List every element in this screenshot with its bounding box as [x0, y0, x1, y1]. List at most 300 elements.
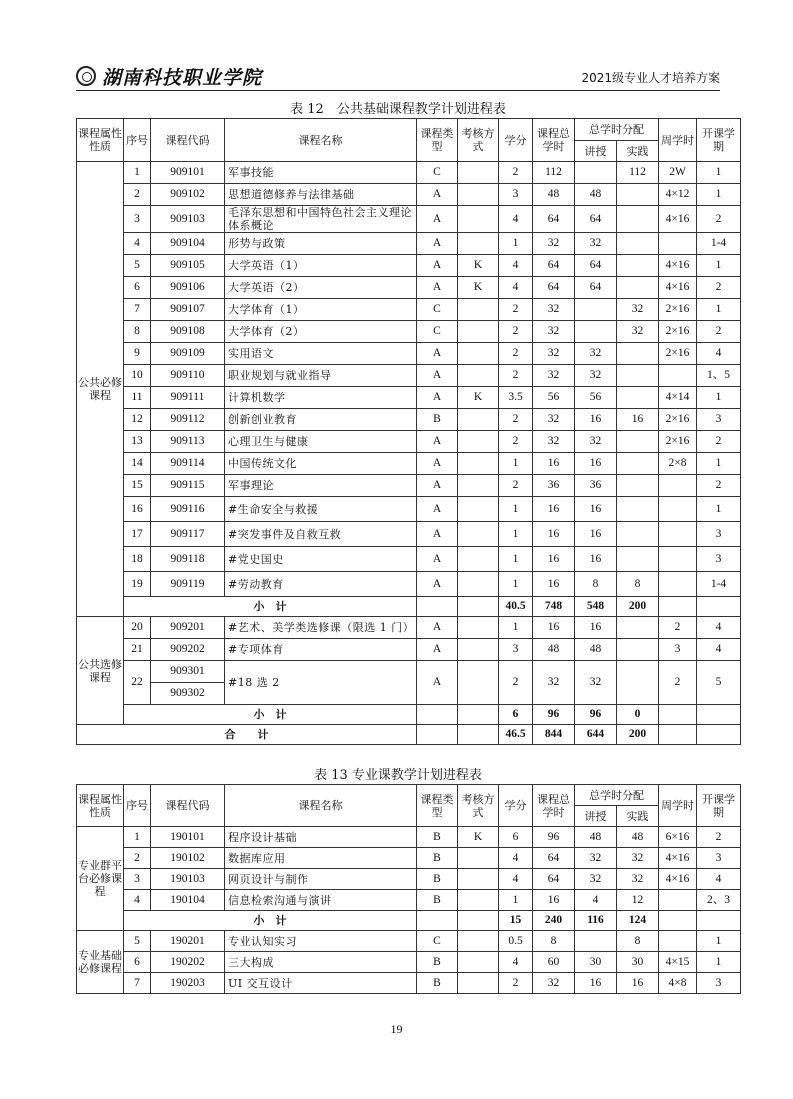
- cell-empty: [697, 911, 741, 931]
- cell-credit: 3: [499, 639, 533, 661]
- cell-type: C: [417, 931, 458, 952]
- cell-empty: [458, 725, 499, 745]
- cell-code: 909102: [151, 184, 225, 206]
- cell-code: 909103: [151, 206, 225, 233]
- cell-empty: [659, 725, 697, 745]
- cell-exam: [458, 343, 499, 365]
- cell-credit: 1: [499, 890, 533, 911]
- sum-total-hours: 844: [533, 725, 575, 745]
- cell-term: 1、5: [697, 365, 741, 387]
- cell-total-hours: 8: [533, 931, 575, 952]
- cell-code: 909116: [151, 497, 225, 522]
- cell-term: 1-4: [697, 233, 741, 255]
- sum-practice: 0: [617, 705, 659, 725]
- cell-term: 1: [697, 453, 741, 475]
- cell-practice: [617, 661, 659, 705]
- sum-practice: 200: [617, 725, 659, 745]
- table12: [76, 118, 741, 745]
- cell-exam: [458, 848, 499, 869]
- cell-practice: 32: [617, 299, 659, 321]
- table-row: [77, 572, 741, 597]
- cell-code: 909117: [151, 522, 225, 547]
- subtotal-label: 小 计: [124, 911, 417, 931]
- table-row: [77, 453, 741, 475]
- cell-empty: [659, 705, 697, 725]
- table-row: [77, 475, 741, 497]
- cell-lecture: 64: [575, 255, 617, 277]
- cell-name: 信息检索沟通与演讲: [225, 890, 417, 911]
- cell-empty: [417, 597, 458, 617]
- cell-credit: 1: [499, 522, 533, 547]
- cell-code: 909111: [151, 387, 225, 409]
- table12-caption: 表 12 公共基础课程教学计划进程表: [290, 102, 506, 117]
- cell-type: C: [417, 299, 458, 321]
- cell-code: 909115: [151, 475, 225, 497]
- cell-weekly: 2×16: [659, 343, 697, 365]
- cell-lecture: 32: [575, 869, 617, 890]
- cell-lecture: 32: [575, 431, 617, 453]
- table-row: [77, 409, 741, 431]
- cell-lecture: 16: [575, 617, 617, 639]
- header-type: 课程类型: [417, 119, 458, 162]
- sum-lecture: 548: [575, 597, 617, 617]
- cell-practice: 32: [617, 869, 659, 890]
- cell-exam: [458, 365, 499, 387]
- cell-exam: K: [458, 255, 499, 277]
- cell-exam: [458, 661, 499, 705]
- cell-seq: 13: [124, 431, 151, 453]
- page-number: 19: [390, 1022, 403, 1036]
- table-row: [77, 277, 741, 299]
- cell-total-hours: 32: [533, 299, 575, 321]
- table-row: [77, 890, 741, 911]
- cell-practice: [617, 497, 659, 522]
- header-code: 课程代码: [151, 119, 225, 162]
- cell-weekly: [659, 890, 697, 911]
- cell-term: 5: [697, 661, 741, 705]
- cell-practice: [617, 617, 659, 639]
- cell-seq: 12: [124, 409, 151, 431]
- table-row: [77, 299, 741, 321]
- table-row: [77, 639, 741, 661]
- cell-total-hours: 36: [533, 475, 575, 497]
- table-row: [77, 431, 741, 453]
- table-row: [77, 931, 741, 952]
- cell-term: 1: [697, 162, 741, 184]
- cell-name: #艺术、美学类选修课（限选 1 门）: [225, 617, 417, 639]
- cell-seq: 1: [124, 162, 151, 184]
- header-name: 课程名称: [225, 119, 417, 162]
- cell-exam: K: [458, 387, 499, 409]
- header-credit: 学分: [499, 785, 533, 827]
- cell-lecture: 32: [575, 233, 617, 255]
- summary-row: [77, 725, 741, 745]
- cell-credit: 0.5: [499, 931, 533, 952]
- cell-practice: 32: [617, 848, 659, 869]
- table-row: [77, 162, 741, 184]
- cell-total-hours: 16: [533, 890, 575, 911]
- cell-type: A: [417, 431, 458, 453]
- cell-term: 4: [697, 617, 741, 639]
- cell-practice: 8: [617, 931, 659, 952]
- cell-practice: [617, 255, 659, 277]
- cell-seq: 10: [124, 365, 151, 387]
- cell-code: 909107: [151, 299, 225, 321]
- table13-caption: 表 13 专业课教学计划进程表: [314, 768, 482, 783]
- cell-type: B: [417, 409, 458, 431]
- cell-term: 3: [697, 547, 741, 572]
- cell-name: 毛泽东思想和中国特色社会主义理论体系概论: [225, 206, 417, 233]
- cell-empty: [458, 705, 499, 725]
- sum-lecture: 96: [575, 705, 617, 725]
- cell-name: 程序设计基础: [225, 827, 417, 848]
- cell-seq: 18: [124, 547, 151, 572]
- cell-exam: [458, 321, 499, 343]
- cell-seq: 5: [124, 931, 151, 952]
- cell-exam: [458, 931, 499, 952]
- cell-name: #党史国史: [225, 547, 417, 572]
- cell-term: 1: [697, 387, 741, 409]
- cell-seq: 14: [124, 453, 151, 475]
- cell-name: 思想道德修养与法律基础: [225, 184, 417, 206]
- cell-code: 909114: [151, 453, 225, 475]
- cell-term: 2: [697, 277, 741, 299]
- table-row: [77, 255, 741, 277]
- table-row: [77, 206, 741, 233]
- cell-seq: 4: [124, 890, 151, 911]
- cell-credit: 1: [499, 453, 533, 475]
- cell-type: A: [417, 639, 458, 661]
- table-row: [77, 869, 741, 890]
- cell-credit: 2: [499, 365, 533, 387]
- cell-code: 909109: [151, 343, 225, 365]
- cell-credit: 2: [499, 661, 533, 705]
- cell-credit: 1: [499, 547, 533, 572]
- header-weekly: 周学时: [659, 785, 697, 827]
- cell-empty: [697, 705, 741, 725]
- cell-code: 909113: [151, 431, 225, 453]
- cell-exam: [458, 497, 499, 522]
- cell-empty: [659, 911, 697, 931]
- cell-credit: 1: [499, 572, 533, 597]
- cell-name: 大学体育（1）: [225, 299, 417, 321]
- cell-type: A: [417, 617, 458, 639]
- table-row: [77, 827, 741, 848]
- cell-name: 实用语文: [225, 343, 417, 365]
- cell-term: 1: [697, 255, 741, 277]
- college-seal-icon: [76, 66, 96, 86]
- table-row: [77, 522, 741, 547]
- cell-total-hours: 32: [533, 365, 575, 387]
- cell-practice: 32: [617, 321, 659, 343]
- cell-seq: 1: [124, 827, 151, 848]
- cell-credit: 4: [499, 277, 533, 299]
- cell-term: 2: [697, 431, 741, 453]
- cell-term: 2: [697, 475, 741, 497]
- cell-type: A: [417, 255, 458, 277]
- cell-empty: [458, 597, 499, 617]
- cell-lecture: [575, 299, 617, 321]
- cell-practice: 30: [617, 952, 659, 973]
- cell-weekly: 3: [659, 639, 697, 661]
- cell-lecture: 48: [575, 184, 617, 206]
- cell-lecture: 16: [575, 547, 617, 572]
- cell-weekly: [659, 522, 697, 547]
- cell-weekly: [659, 475, 697, 497]
- cell-seq: 4: [124, 233, 151, 255]
- cell-lecture: 32: [575, 365, 617, 387]
- cell-total-hours: 16: [533, 617, 575, 639]
- cell-seq: 11: [124, 387, 151, 409]
- cell-code: 190203: [151, 973, 225, 994]
- table-row: [77, 233, 741, 255]
- cell-credit: 1: [499, 497, 533, 522]
- cell-practice: 16: [617, 409, 659, 431]
- cell-term: 1: [697, 299, 741, 321]
- header-total-hours: 课程总学时: [533, 119, 575, 162]
- cell-code: 909118: [151, 547, 225, 572]
- cell-lecture: 30: [575, 952, 617, 973]
- group-public-required: 公共必修课程: [77, 162, 124, 617]
- cell-weekly: 2: [659, 617, 697, 639]
- cell-exam: [458, 890, 499, 911]
- cell-exam: [458, 572, 499, 597]
- cell-practice: [617, 453, 659, 475]
- cell-type: A: [417, 547, 458, 572]
- cell-weekly: 4×8: [659, 973, 697, 994]
- cell-code: 190201: [151, 931, 225, 952]
- cell-lecture: 32: [575, 343, 617, 365]
- header-lecture: 讲授: [575, 806, 617, 827]
- cell-term: 4: [697, 639, 741, 661]
- cell-lecture: 48: [575, 639, 617, 661]
- cell-practice: 48: [617, 827, 659, 848]
- total-label: 合 计: [77, 725, 417, 745]
- sum-total-hours: 96: [533, 705, 575, 725]
- cell-credit: 2: [499, 299, 533, 321]
- cell-exam: K: [458, 277, 499, 299]
- header-term: 开课学期: [697, 785, 741, 827]
- cell-credit: 2: [499, 431, 533, 453]
- cell-exam: [458, 547, 499, 572]
- cell-name: 大学体育（2）: [225, 321, 417, 343]
- cell-name: #突发事件及自救互救: [225, 522, 417, 547]
- cell-practice: [617, 547, 659, 572]
- cell-total-hours: 64: [533, 277, 575, 299]
- subtotal-label: 小 计: [124, 705, 417, 725]
- table-row: [77, 661, 741, 683]
- cell-name: 数据库应用: [225, 848, 417, 869]
- cell-exam: [458, 617, 499, 639]
- cell-type: B: [417, 890, 458, 911]
- cell-seq: 5: [124, 255, 151, 277]
- cell-type: B: [417, 973, 458, 994]
- cell-code: 190202: [151, 952, 225, 973]
- cell-lecture: 56: [575, 387, 617, 409]
- college-logo: [76, 64, 262, 88]
- cell-type: A: [417, 365, 458, 387]
- cell-type: B: [417, 952, 458, 973]
- cell-lecture: 32: [575, 661, 617, 705]
- cell-weekly: 4×16: [659, 848, 697, 869]
- table-row: [77, 973, 741, 994]
- summary-row: [77, 705, 741, 725]
- cell-total-hours: 32: [533, 343, 575, 365]
- cell-practice: [617, 233, 659, 255]
- cell-total-hours: 32: [533, 409, 575, 431]
- cell-weekly: 2W: [659, 162, 697, 184]
- table-row: [77, 365, 741, 387]
- cell-total-hours: 16: [533, 572, 575, 597]
- cell-code: 909119: [151, 572, 225, 597]
- cell-term: 3: [697, 848, 741, 869]
- header-code: 课程代码: [151, 785, 225, 827]
- cell-lecture: [575, 162, 617, 184]
- cell-exam: [458, 299, 499, 321]
- cell-name: 大学英语（1）: [225, 255, 417, 277]
- sum-practice: 200: [617, 597, 659, 617]
- cell-empty: [659, 597, 697, 617]
- cell-lecture: [575, 931, 617, 952]
- sum-total-hours: 748: [533, 597, 575, 617]
- cell-name: #专项体育: [225, 639, 417, 661]
- cell-type: A: [417, 184, 458, 206]
- cell-total-hours: 112: [533, 162, 575, 184]
- subtotal-label: 小 计: [124, 597, 417, 617]
- cell-credit: 4: [499, 848, 533, 869]
- cell-exam: [458, 869, 499, 890]
- cell-empty: [417, 705, 458, 725]
- cell-lecture: 32: [575, 848, 617, 869]
- cell-code: 909110: [151, 365, 225, 387]
- cell-lecture: 16: [575, 409, 617, 431]
- cell-total-hours: 16: [533, 522, 575, 547]
- cell-practice: [617, 343, 659, 365]
- cell-practice: [617, 387, 659, 409]
- cell-credit: 6: [499, 827, 533, 848]
- cell-code: 909101: [151, 162, 225, 184]
- cell-name: 大学英语（2）: [225, 277, 417, 299]
- cell-seq: 7: [124, 299, 151, 321]
- group-platform-required: 专业群平台必修课程: [77, 827, 124, 931]
- cell-total-hours: 16: [533, 497, 575, 522]
- cell-term: 2、3: [697, 890, 741, 911]
- cell-empty: [697, 597, 741, 617]
- cell-code: 909104: [151, 233, 225, 255]
- table13: [76, 784, 741, 994]
- table-row: [77, 497, 741, 522]
- cell-total-hours: 32: [533, 321, 575, 343]
- cell-practice: [617, 522, 659, 547]
- cell-weekly: [659, 365, 697, 387]
- cell-lecture: 36: [575, 475, 617, 497]
- cell-practice: [617, 475, 659, 497]
- cell-lecture: 48: [575, 827, 617, 848]
- cell-empty: [697, 725, 741, 745]
- table-row: [77, 952, 741, 973]
- cell-code: 909301: [151, 661, 225, 683]
- cell-term: 1-4: [697, 572, 741, 597]
- cell-type: A: [417, 277, 458, 299]
- cell-name: 三大构成: [225, 952, 417, 973]
- cell-credit: 3: [499, 184, 533, 206]
- cell-credit: 2: [499, 162, 533, 184]
- cell-lecture: 64: [575, 206, 617, 233]
- cell-credit: 4: [499, 869, 533, 890]
- cell-practice: [617, 277, 659, 299]
- cell-name: #劳动教育: [225, 572, 417, 597]
- cell-weekly: 4×16: [659, 277, 697, 299]
- table-row: [77, 184, 741, 206]
- cell-type: A: [417, 387, 458, 409]
- cell-seq: 7: [124, 973, 151, 994]
- cell-seq: 19: [124, 572, 151, 597]
- cell-seq: 22: [124, 661, 151, 705]
- cell-credit: 2: [499, 475, 533, 497]
- header-exam: 考核方式: [458, 785, 499, 827]
- cell-seq: 9: [124, 343, 151, 365]
- cell-code: 190104: [151, 890, 225, 911]
- cell-weekly: 2: [659, 661, 697, 705]
- cell-exam: [458, 206, 499, 233]
- cell-weekly: [659, 931, 697, 952]
- cell-term: 2: [697, 827, 741, 848]
- cell-weekly: 4×16: [659, 255, 697, 277]
- cell-credit: 2: [499, 973, 533, 994]
- cell-practice: 16: [617, 973, 659, 994]
- header-exam: 考核方式: [458, 119, 499, 162]
- cell-weekly: 2×8: [659, 453, 697, 475]
- college-name: 湖南科技职业学院: [102, 66, 263, 89]
- sum-total-hours: 240: [533, 911, 575, 931]
- cell-weekly: 2×16: [659, 409, 697, 431]
- header-name: 课程名称: [225, 785, 417, 827]
- cell-weekly: 6×16: [659, 827, 697, 848]
- table-row: [77, 343, 741, 365]
- cell-name: #18 选 2: [225, 661, 417, 705]
- cell-exam: K: [458, 827, 499, 848]
- cell-weekly: 4×15: [659, 952, 697, 973]
- cell-total-hours: 48: [533, 184, 575, 206]
- header-distribution: 总学时分配: [575, 119, 659, 141]
- group-public-elective: 公共选修课程: [77, 617, 124, 725]
- cell-code: 190101: [151, 827, 225, 848]
- cell-practice: [617, 206, 659, 233]
- cell-seq: 8: [124, 321, 151, 343]
- cell-exam: [458, 522, 499, 547]
- cell-name: 军事技能: [225, 162, 417, 184]
- cell-practice: [617, 184, 659, 206]
- cell-weekly: 4×16: [659, 206, 697, 233]
- cell-weekly: 2×16: [659, 299, 697, 321]
- cell-name: 创新创业教育: [225, 409, 417, 431]
- header-practice: 实践: [617, 141, 659, 162]
- cell-practice: [617, 431, 659, 453]
- cell-exam: [458, 162, 499, 184]
- cell-exam: [458, 973, 499, 994]
- header-category: 课程属性性质: [77, 119, 124, 162]
- cell-type: A: [417, 661, 458, 705]
- cell-term: 2: [697, 321, 741, 343]
- cell-weekly: 4×12: [659, 184, 697, 206]
- cell-credit: 2: [499, 409, 533, 431]
- cell-type: A: [417, 233, 458, 255]
- sum-credit: 6: [499, 705, 533, 725]
- cell-type: A: [417, 206, 458, 233]
- cell-seq: 2: [124, 184, 151, 206]
- cell-term: 1: [697, 497, 741, 522]
- cell-credit: 2: [499, 343, 533, 365]
